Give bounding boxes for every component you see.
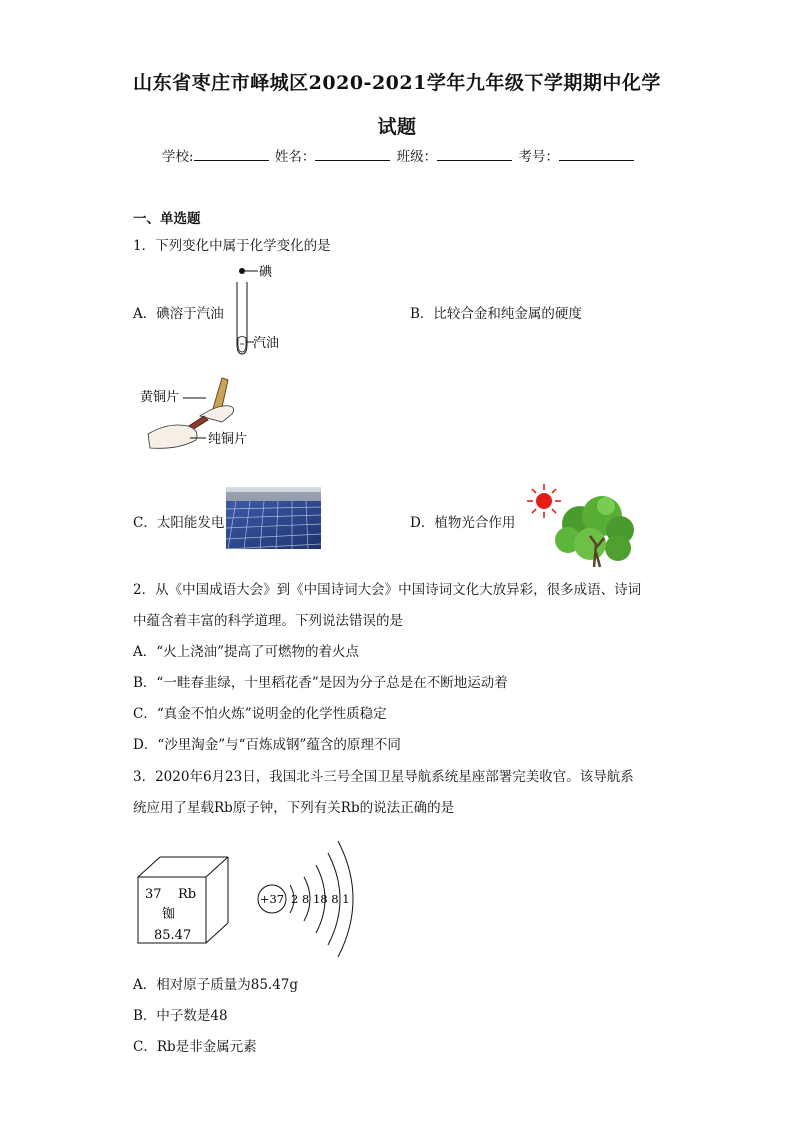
- q1-option-d[interactable]: D．植物光合作用: [410, 515, 516, 531]
- tree-icon: [555, 496, 634, 567]
- q3-stem-line-2: 统应用了星载Rb原子钟，下列有关Rb的说法正确的是: [133, 800, 455, 816]
- title-line-2: 试题: [377, 116, 417, 138]
- q1-stem: 1．下列变化中属于化学变化的是: [133, 238, 331, 254]
- hand-lower: [148, 425, 197, 448]
- number-label: 考号：: [518, 149, 559, 165]
- q3-option-c[interactable]: C．Rb是非金属元素: [133, 1039, 257, 1055]
- q1-option-b[interactable]: B．比较合金和纯金属的硬度: [410, 306, 582, 322]
- school-blank[interactable]: [194, 146, 269, 161]
- school-label: 学校:: [162, 149, 194, 165]
- gasoline-label: 汽油: [253, 336, 280, 351]
- section-heading: 一、单选题: [133, 211, 201, 227]
- q2-stem-line-2: 中蕴含着丰富的科学道理。下列说法错误的是: [133, 613, 403, 629]
- test-tube: [237, 282, 247, 354]
- shell-electrons: 2 8 18 8 1: [291, 892, 350, 906]
- name-label: 姓名：: [274, 149, 316, 165]
- class-blank[interactable]: [437, 146, 512, 161]
- test-tube-figure: [225, 262, 295, 362]
- title-line-1: 山东省枣庄市峄城区2020-2021学年九年级下学期期中化学: [133, 72, 661, 94]
- atomic-number: 37: [145, 887, 162, 902]
- name-blank[interactable]: [315, 146, 390, 161]
- photosynthesis-image: [520, 482, 635, 567]
- brass-label: 黄铜片: [140, 390, 180, 405]
- class-label: 班级：: [396, 149, 438, 165]
- q1-option-a[interactable]: A．碘溶于汽油: [133, 306, 224, 322]
- element-name: 铷: [162, 907, 176, 922]
- element-symbol: Rb: [178, 887, 197, 902]
- copper-label: 纯铜片: [208, 432, 248, 447]
- number-blank[interactable]: [559, 146, 634, 161]
- q1-option-c[interactable]: C．太阳能发电: [133, 515, 225, 531]
- q2-option-d[interactable]: D．“沙里淘金”与“百炼成钢”蕴含的原理不同: [133, 737, 401, 753]
- q2-option-a[interactable]: A．“火上浇油”提高了可燃物的着火点: [133, 644, 360, 660]
- q2-option-c[interactable]: C．“真金不怕火炼”说明金的化学性质稳定: [133, 706, 387, 722]
- atomic-structure-diagram: [254, 832, 364, 967]
- solar-panel-image: [226, 487, 321, 549]
- iodine-dot: [239, 268, 245, 274]
- nucleus-charge: +37: [259, 892, 285, 906]
- element-card-cube: [134, 853, 234, 949]
- q3-option-a[interactable]: A．相对原子质量为85.47g: [133, 977, 299, 993]
- q2-option-b[interactable]: B．“一畦春韭绿，十里稻花香”是因为分子总是在不断地运动着: [133, 675, 508, 691]
- iodine-label: 碘: [259, 265, 273, 280]
- q3-option-b[interactable]: B．中子数是48: [133, 1008, 228, 1024]
- sun-icon: [536, 493, 552, 509]
- q2-stem-line-1: 2．从《中国成语大会》到《中国诗词大会》中国诗词文化大放异彩，很多成语、诗词: [133, 582, 642, 598]
- atomic-mass: 85.47: [154, 928, 192, 943]
- q3-stem-line-1: 3．2020年6月23日，我国北斗三号全国卫星导航系统星座部署完美收官。该导航系: [133, 769, 634, 785]
- hardness-figure: [138, 374, 258, 456]
- student-info-row: [0, 145, 794, 165]
